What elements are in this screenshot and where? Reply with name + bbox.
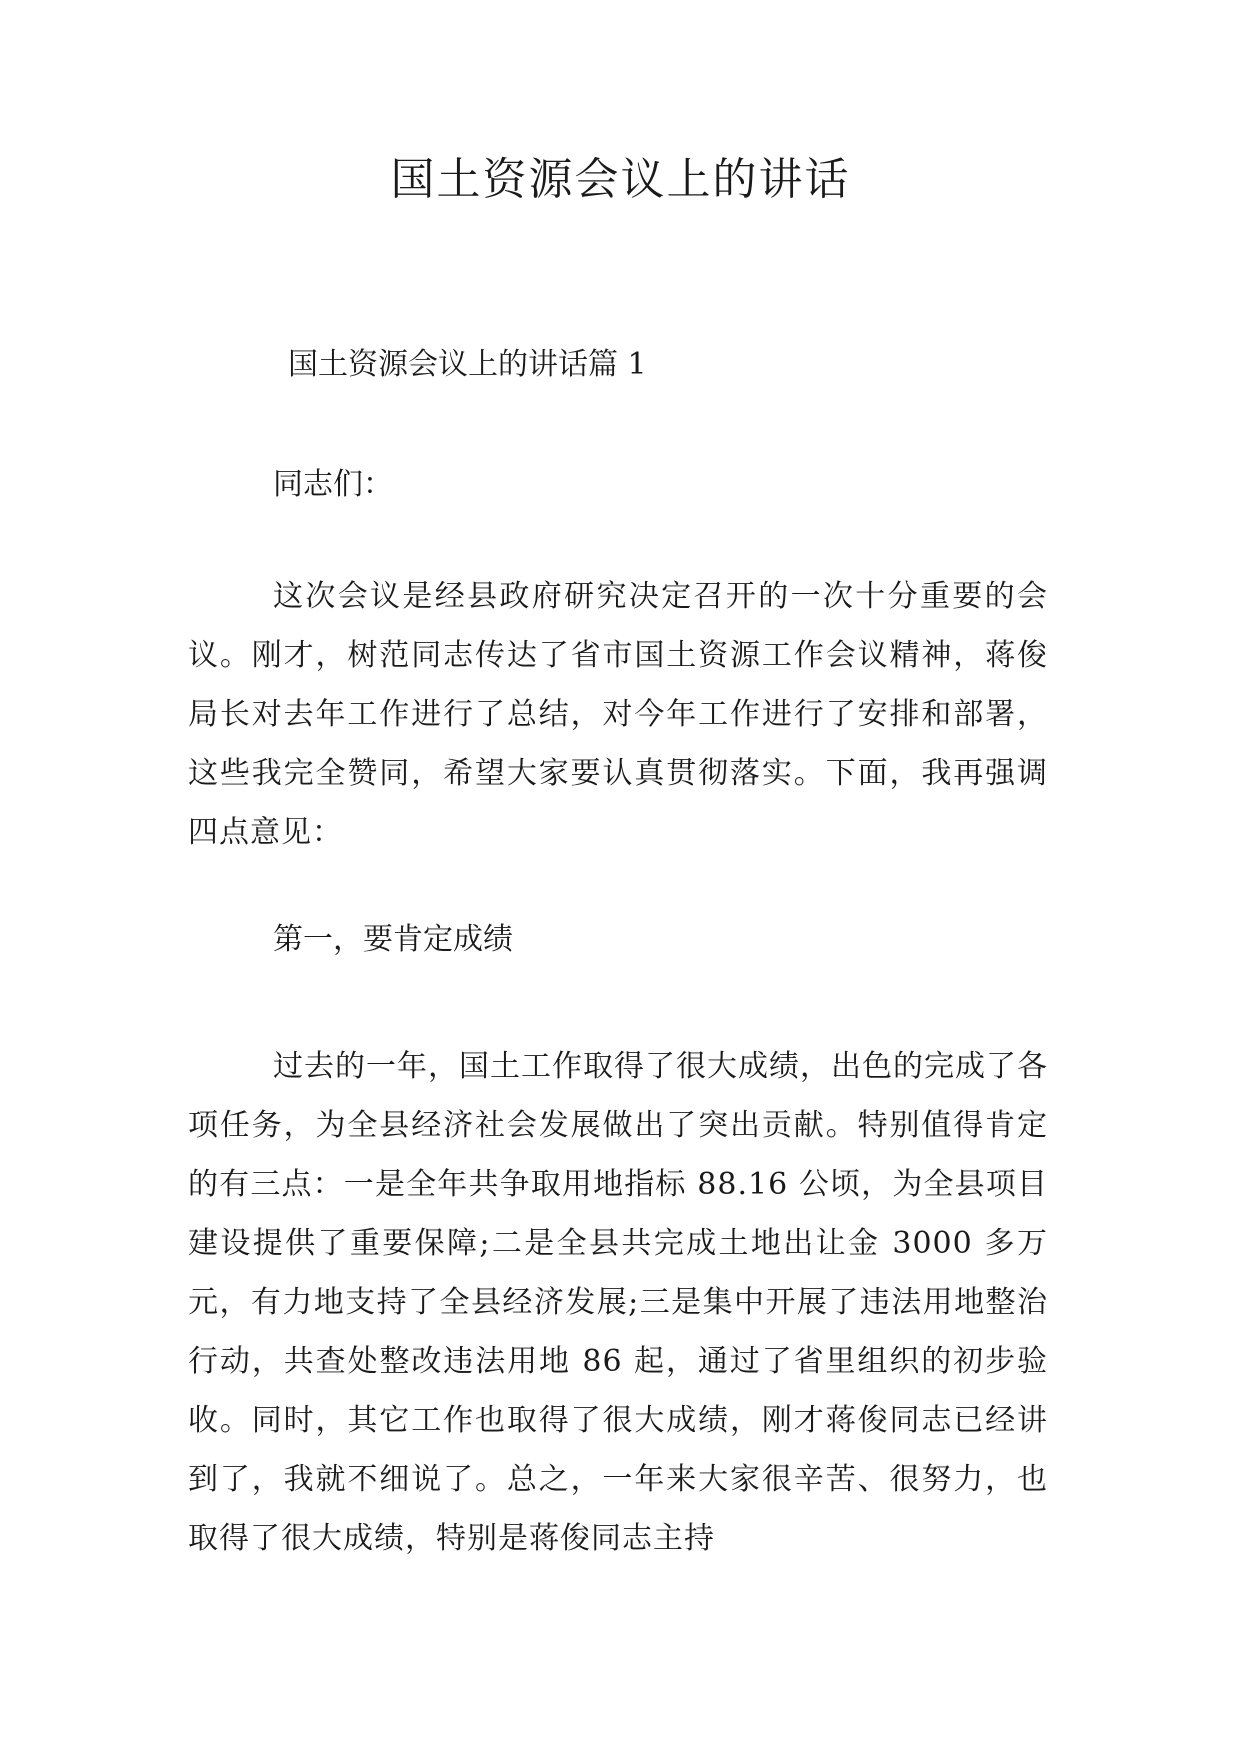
body-paragraph: 过去的一年，国土工作取得了很大成绩，出色的完成了各项任务，为全县经济社会发展做出了突出贡献。特别值得肯定的有三点：一是全年共争取用地指标 88.16 公顷，为全县项目建设提供了重要保障;二是全县共完成土地出让金 3000 多万元，有力地支持了全县经济发展;三是集中开展了违法用地整治行动，共查处整改违法用地 86 起，通过了省里组织的初步验收。同时，其它工作也取得了很大成绩，刚才蒋俊同志已经讲到了，我就不细说了。总之，一年来大家很辛苦、很努力，也取得了很大成绩，特别是蒋俊同志主持	[188, 1049, 1048, 1556]
section-subheading: 国土资源会议上的讲话篇 1	[288, 347, 647, 382]
document-title: 国土资源会议上的讲话	[390, 154, 851, 205]
body-paragraph: 这次会议是经县政府研究决定召开的一次十分重要的会议。刚才，树范同志传达了省市国土资源工作会议精神，蒋俊局长对去年工作进行了总结，对今年工作进行了安排和部署，这些我完全赞同，希望大家要认真贯彻落实。下面，我再强调四点意见：	[188, 579, 1048, 850]
salutation: 同志们：	[273, 467, 393, 502]
point-heading: 第一，要肯定成绩	[273, 922, 513, 957]
